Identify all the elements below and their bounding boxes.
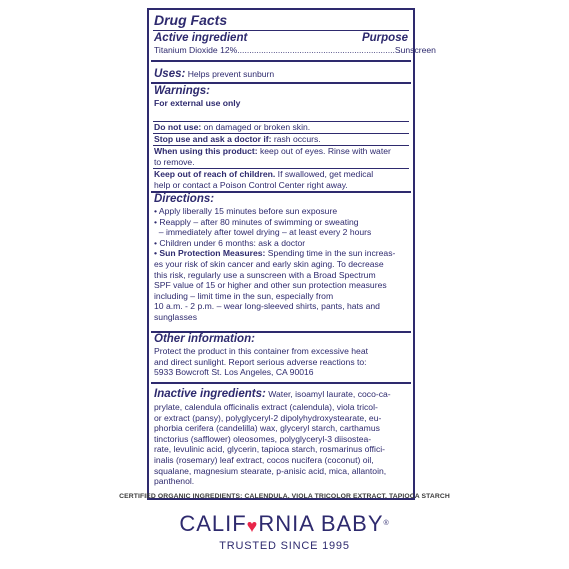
inactive-ingredients-line: prylate, calendula officinalis extract (calendula), viola tricol- bbox=[154, 402, 378, 412]
inactive-ingredients-line: phorbia cerifera (candelilla) wax, glyceryl starch, carthamus bbox=[154, 423, 380, 434]
external-use-text: For external use only bbox=[154, 98, 241, 108]
when-using-block bbox=[149, 146, 413, 167]
stop-use-label: Stop use and ask a doctor if: bbox=[154, 134, 272, 144]
keep-out-block bbox=[149, 169, 413, 190]
other-information-heading: Other information: bbox=[154, 333, 255, 345]
active-ingredient-section bbox=[149, 32, 436, 56]
keep-out-label: Keep out of reach of children. bbox=[154, 169, 276, 179]
drug-facts-header bbox=[149, 12, 413, 28]
directions-line: 10 a.m. - 2 p.m. – wear long-sleeved shirts, pants, hats and bbox=[154, 301, 380, 312]
directions-line: including – limit time in the sun, especially from bbox=[154, 290, 334, 301]
do-not-use-line bbox=[149, 122, 413, 133]
directions-line: • Reapply – after 80 minutes of swimming or sweating bbox=[154, 216, 359, 227]
when-using-text: keep out of eyes. Rinse with water bbox=[257, 146, 391, 156]
inactive-ingredients-heading: Inactive ingredients: bbox=[154, 388, 266, 400]
uses-heading: Uses: bbox=[154, 68, 186, 80]
inactive-ingredients-text: Water, isoamyl laurate, coco-ca- bbox=[265, 389, 391, 399]
warnings-heading: Warnings: bbox=[154, 85, 211, 97]
sun-protection-label: • Sun Protection Measures: bbox=[154, 248, 266, 259]
drug-facts-panel bbox=[147, 8, 436, 500]
other-information-line: 5933 Bowcroft St. Los Angeles, CA 90016 bbox=[154, 367, 314, 378]
stop-use-text: rash occurs. bbox=[271, 134, 321, 144]
divider bbox=[151, 60, 411, 62]
when-using-label: When using this product: bbox=[154, 146, 258, 156]
active-ingredient-label: Active ingredient bbox=[154, 32, 248, 44]
divider bbox=[153, 30, 409, 31]
directions-section bbox=[149, 193, 413, 323]
directions-line: SPF value of 15 or higher and other sun protection measures bbox=[154, 280, 387, 291]
inactive-ingredients-section bbox=[149, 384, 413, 487]
certified-organic-line: CERTIFIED ORGANIC INGREDIENTS: CALENDULA, VIOLA TRICOLOR EXTRACT, TAPIOCA STARCH bbox=[119, 493, 450, 500]
inactive-ingredients-line: squalane, magnesium stearate, p-anisic acid, mica, allantoin, bbox=[154, 465, 387, 476]
ingredient-leader-dots: .................................................................. bbox=[237, 45, 395, 55]
directions-line: – immediately after towel drying – at least every 2 hours bbox=[154, 227, 372, 238]
inactive-ingredients-line: panthenol. bbox=[154, 476, 195, 487]
directions-line: sunglasses bbox=[154, 311, 197, 322]
brand-logo bbox=[0, 512, 569, 537]
directions-line: • Apply liberally 15 minutes before sun exposure bbox=[154, 206, 338, 216]
inactive-ingredients-line: or extract (pansy), polyglyceryl-2 dipolyhydroxystearate, eu- bbox=[154, 412, 382, 423]
brand-tagline: TRUSTED SINCE 1995 bbox=[219, 540, 350, 552]
directions-line: this risk, regularly use a sunscreen with a Broad Spectrum bbox=[154, 269, 376, 280]
other-information-line: and direct sunlight. Report serious adverse reactions to: bbox=[154, 356, 367, 367]
inactive-ingredients-line: rate, levulinic acid, glycerin, tapioca starch, rosmarinus offici- bbox=[154, 444, 386, 455]
drug-facts-title: Drug Facts bbox=[154, 12, 228, 28]
purpose-label: Purpose bbox=[361, 32, 408, 44]
keep-out-text: If swallowed, get medical bbox=[275, 169, 374, 179]
logo-text-right: RNIA BABY bbox=[258, 511, 384, 536]
when-using-text-cont: to remove. bbox=[154, 156, 195, 167]
ingredient-name: Titanium Dioxide 12% bbox=[154, 45, 238, 55]
do-not-use-text: on damaged or broken skin. bbox=[201, 122, 311, 132]
uses-section bbox=[149, 64, 413, 82]
warnings-section bbox=[149, 85, 413, 109]
sun-protection-text: Spending time in the sun increas- bbox=[265, 248, 396, 259]
other-information-line: Protect the product in this container from excessive heat bbox=[154, 346, 368, 356]
inactive-ingredients-line: inalis (rosemary) leaf extract, cocos nucifera (coconut) oil, bbox=[154, 454, 374, 465]
ingredient-purpose: Sunscreen bbox=[394, 45, 436, 55]
logo-text-left: CALIF bbox=[179, 511, 247, 536]
keep-out-text-cont: help or contact a Poison Control Center right away. bbox=[154, 179, 348, 190]
stop-use-line bbox=[149, 134, 413, 145]
uses-text: Helps prevent sunburn bbox=[185, 69, 275, 79]
directions-heading: Directions: bbox=[154, 193, 215, 205]
directions-line: • Children under 6 months: ask a doctor bbox=[154, 237, 306, 248]
directions-line: es your risk of skin cancer and early skin aging. To decrease bbox=[154, 258, 384, 269]
other-information-section bbox=[149, 333, 413, 378]
divider bbox=[151, 82, 411, 84]
inactive-ingredients-line: tinctorius (safflower) oleosomes, polyglyceryl-3 diisostea- bbox=[154, 433, 372, 444]
heart-icon: ♥ bbox=[246, 516, 259, 536]
registered-mark: ® bbox=[383, 520, 390, 527]
do-not-use-label: Do not use: bbox=[154, 122, 202, 132]
